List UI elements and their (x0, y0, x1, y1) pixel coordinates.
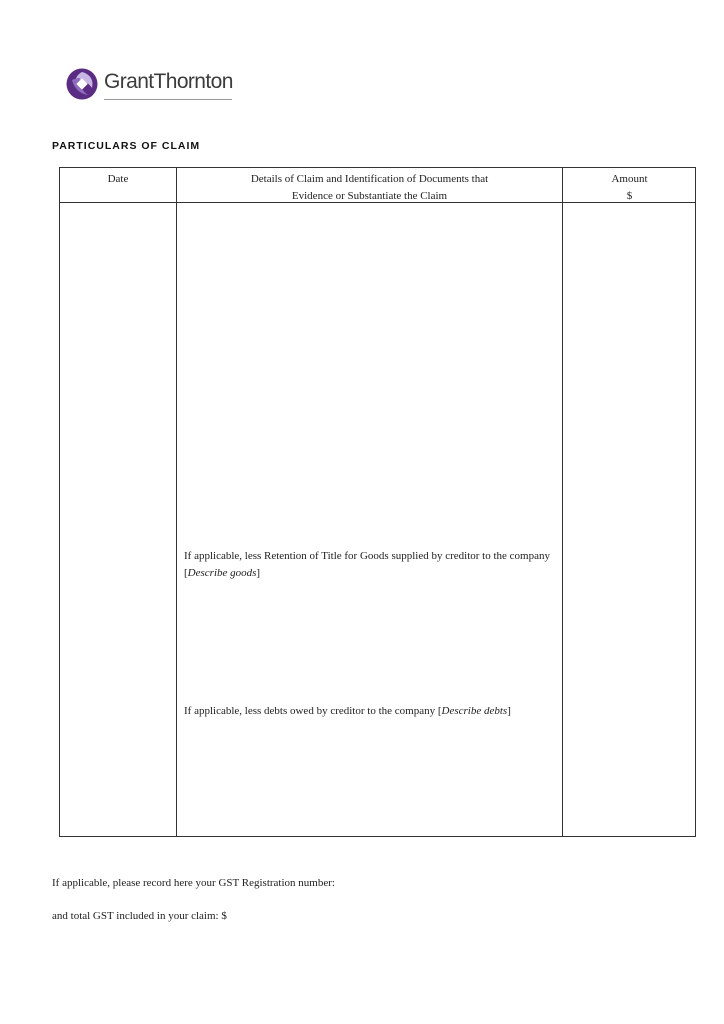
retention-italic: Describe goods (187, 567, 257, 579)
retention-suffix: ] (256, 567, 261, 579)
debts-italic: Describe debts (441, 705, 508, 717)
particulars-table (59, 167, 696, 837)
column-divider-amount (562, 168, 563, 836)
column-divider-date (176, 168, 177, 836)
section-title: PARTICULARS OF CLAIM (52, 140, 201, 152)
debts-owed-note (184, 703, 559, 720)
debts-suffix: ] (507, 705, 511, 717)
gst-registration-text: If applicable, please record here your GST Registration number: (52, 877, 335, 889)
logo-underline (104, 99, 232, 100)
header-date (60, 171, 176, 188)
header-amount (563, 171, 696, 205)
gst-total-text: and total GST included in your claim: $ (52, 910, 227, 922)
header-amount-line1: Amount (611, 173, 648, 185)
header-details-line2: Evidence or Substantiate the Claim (291, 190, 448, 202)
grant-thornton-logo (66, 66, 236, 104)
logo-wordmark: GrantThornton (104, 70, 233, 93)
header-date-label: Date (107, 173, 129, 185)
header-details-line1: Details of Claim and Identification of Documents that (250, 173, 489, 185)
header-details (177, 171, 562, 205)
retention-prefix: If applicable, less Retention of Title for Goods supplied by creditor to the company [ (184, 550, 550, 579)
debts-prefix: If applicable, less debts owed by creditor to the company [ (184, 705, 442, 717)
header-amount-line2: $ (626, 190, 633, 202)
grant-thornton-logo-icon (66, 68, 98, 100)
retention-of-title-note (184, 548, 554, 582)
